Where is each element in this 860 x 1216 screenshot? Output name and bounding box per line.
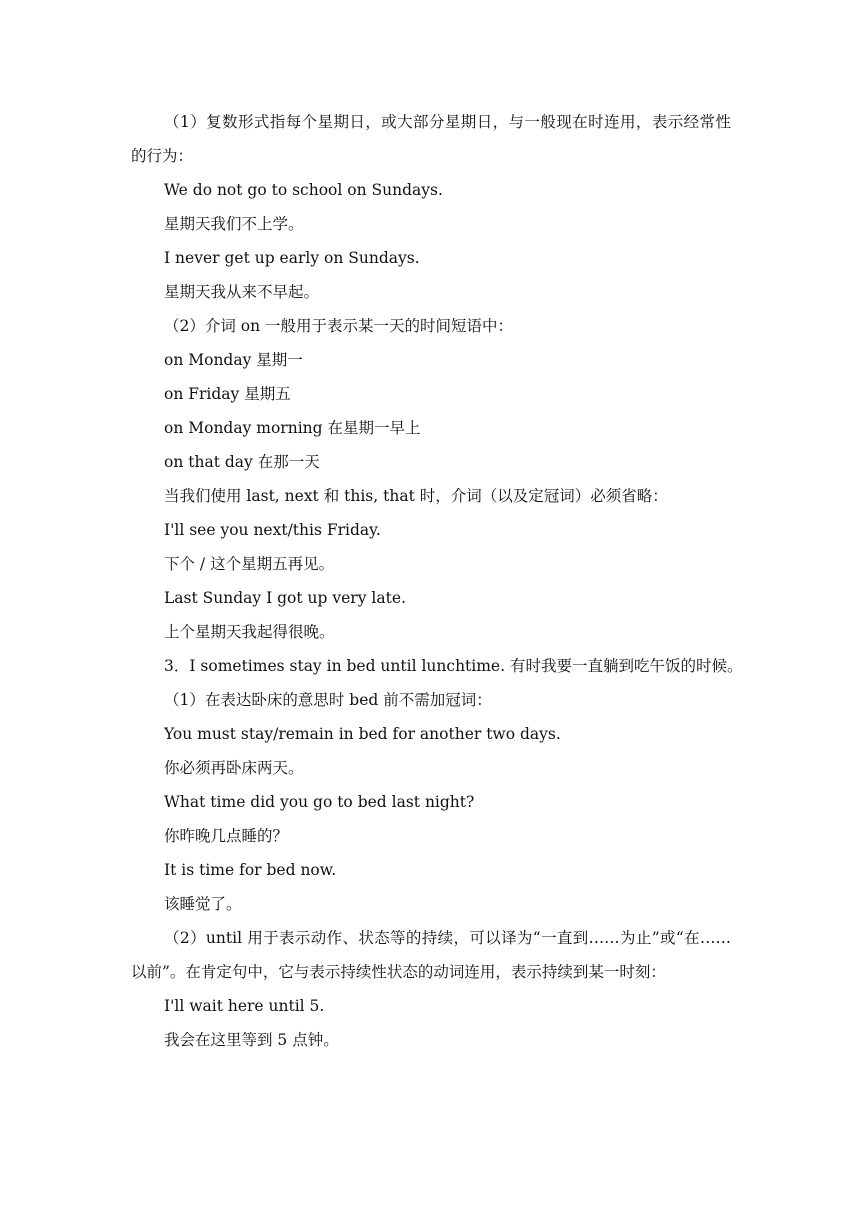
example-translation: 你必须再卧床两天。 — [164, 759, 304, 777]
example-sentence: We do not go to school on Sundays. — [164, 181, 443, 199]
paragraph-until: （2）until 用于表示动作、状态等的持续，可以译为“一直到……为止”或“在……以前”。在肯定句中，它与表示持续性状态的动词连用，表示持续到某一时刻： — [131, 929, 731, 981]
example-translation: 星期天我们不上学。 — [164, 215, 304, 233]
example-sentence: I'll wait here until 5. — [164, 997, 325, 1015]
example-sentence: I'll see you next/this Friday. — [164, 521, 381, 539]
section-heading-3: 3．I sometimes stay in bed until lunchtime. 有时我要一直躺到吃午饭的时候。 — [164, 657, 743, 675]
phrase-example: on Friday 星期五 — [164, 385, 291, 403]
example-translation: 我会在这里等到 5 点钟。 — [164, 1031, 339, 1049]
subheading-preposition-on: （2）介词 on 一般用于表示某一天的时间短语中： — [164, 317, 514, 335]
phrase-example: on Monday 星期一 — [164, 351, 303, 369]
phrase-example: on that day 在那一天 — [164, 453, 320, 471]
example-sentence: Last Sunday I got up very late. — [164, 589, 406, 607]
document-body — [131, 105, 743, 1057]
example-sentence: I never get up early on Sundays. — [164, 249, 420, 267]
rule-note: 当我们使用 last, next 和 this, that 时，介词（以及定冠词）必须省略： — [164, 487, 668, 505]
subheading-bed: （1）在表达卧床的意思时 bed 前不需加冠词： — [164, 691, 492, 709]
example-sentence: What time did you go to bed last night? — [164, 793, 475, 811]
example-sentence: You must stay/remain in bed for another two days. — [164, 725, 561, 743]
example-translation: 上个星期天我起得很晚。 — [164, 623, 335, 641]
example-translation: 下个 / 这个星期五再见。 — [164, 555, 335, 573]
phrase-example: on Monday morning 在星期一早上 — [164, 419, 421, 437]
example-translation: 星期天我从来不早起。 — [164, 283, 320, 301]
paragraph-plural-sundays: （1）复数形式指每个星期日，或大部分星期日，与一般现在时连用，表示经常性的行为： — [131, 113, 731, 165]
example-sentence: It is time for bed now. — [164, 861, 337, 879]
example-translation: 该睡觉了。 — [164, 895, 242, 913]
example-translation: 你昨晚几点睡的？ — [164, 827, 289, 845]
